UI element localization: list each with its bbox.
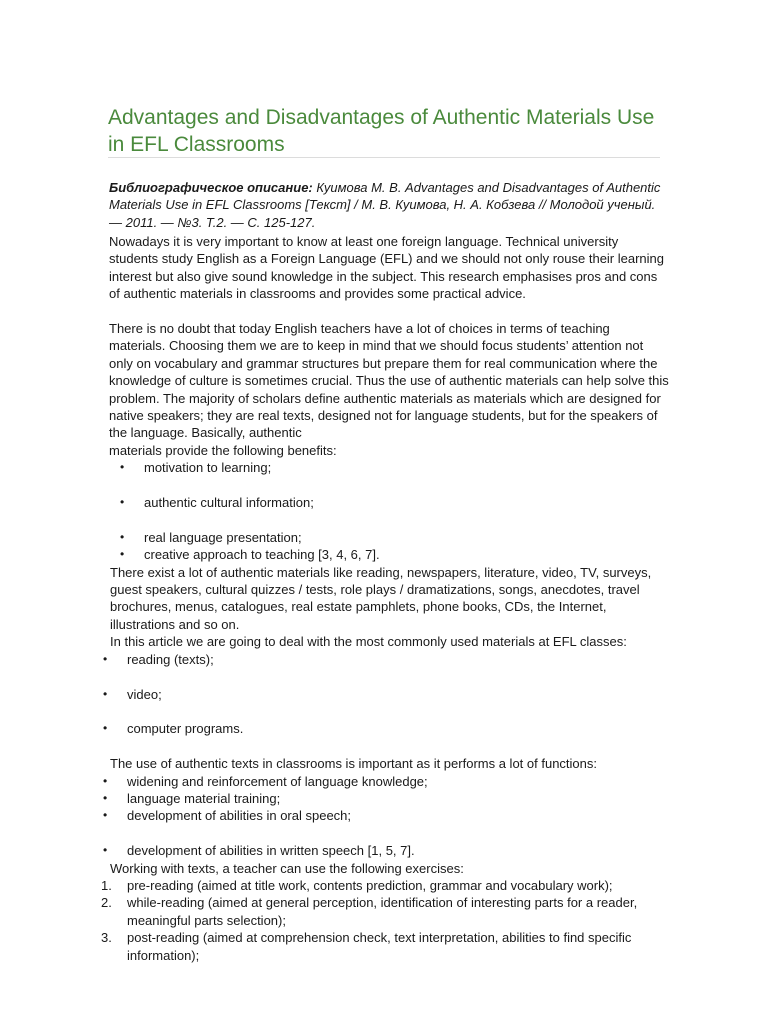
paragraph-exercises-lead: Working with texts, a teacher can use the following exercises:: [110, 860, 464, 876]
paragraph-benefits-lead: materials provide the following benefits:: [109, 442, 337, 458]
paragraph-choices: There is no doubt that today English teachers have a lot of choices in terms of teaching materials. Choosing them we are to keep in mind that we should focus students’ attention not only on vocabulary and grammar structures but prepare them for real communication where the knowledge of culture is sometimes crucial. Thus the use of authentic materials can help solve this problem. The majority of scholars define authentic materials as materials which are designed for native speakers; they are real texts, designed not for language students, but for the speakers of the language. Basically, authentic: [109, 321, 669, 441]
list-item: • reading (texts);: [109, 651, 669, 668]
list-item: • video;: [109, 686, 669, 703]
paragraph-materials-lead: In this article we are going to deal with the most commonly used materials at EFL classes:: [110, 634, 627, 650]
list-item: • authentic cultural information;: [109, 494, 669, 511]
intro-paragraph: Nowadays it is very important to know at least one foreign language. Technical university students study English as a Foreign Language (EFL) and we should not only rouse their learning interest but also give sound knowledge in the subject. This research emphasises pros and cons of authentic materials in classrooms and provides some practical advice.: [109, 234, 665, 302]
materials-list: [109, 651, 669, 738]
paragraph-functions-lead: The use of authentic texts in classrooms is important as it performs a lot of functions:: [110, 756, 597, 772]
list-text: post-reading (aimed at comprehension check, text interpretation, abilities to find specific information);: [127, 930, 632, 963]
list-number: 2.: [101, 895, 112, 911]
bibliography: [109, 179, 669, 231]
list-number: 3.: [101, 930, 112, 946]
list-item: • motivation to learning;: [109, 459, 669, 476]
functions-list: [109, 773, 669, 860]
paragraph-materials-kinds: There exist a lot of authentic materials like reading, newspapers, literature, video, TV, surveys, guest speakers, cultural quizzes / tests, role plays / dramatizations, songs, anecdotes, travel brochures, menus, catalogues, real estate pamphlets, phone books, CDs, the Internet, illustrations and so on.: [110, 564, 652, 632]
benefits-list: [109, 459, 669, 563]
list-item: [101, 894, 669, 929]
list-item: [101, 929, 669, 964]
article-title: Advantages and Disadvantages of Authentic Materials Use in EFL Classrooms: [108, 106, 655, 157]
list-text: pre-reading (aimed at title work, contents prediction, grammar and vocabulary work);: [127, 877, 613, 893]
article-body: [101, 233, 669, 964]
bibliography-label: Библиографическое описание:: [109, 180, 313, 195]
list-item: • development of abilities in oral speech;: [109, 807, 669, 824]
list-item: • development of abilities in written speech [1, 5, 7].: [109, 842, 669, 859]
list-item: • widening and reinforcement of language knowledge;: [109, 773, 669, 790]
list-number: 1.: [101, 877, 112, 893]
title-divider: [108, 157, 660, 158]
bibliography-text: Куимова М. В. Advantages and Disadvantages of Authentic Materials Use in EFL Classrooms [Текст] / М. В. Куимова, Н. А. Кобзева // Молодой ученый. — 2011. — №3. Т.2. — С. 125-127.: [109, 180, 661, 230]
list-item: • computer programs.: [109, 720, 669, 737]
list-item: • real language presentation;: [109, 529, 669, 546]
exercises-list: [101, 877, 669, 964]
list-item: [101, 877, 669, 894]
list-item: • creative approach to teaching [3, 4, 6, 7].: [109, 546, 669, 563]
list-text: while-reading (aimed at general perception, identification of interesting parts for a reader, meaningful parts selection);: [127, 895, 638, 928]
list-item: • language material training;: [109, 790, 669, 807]
